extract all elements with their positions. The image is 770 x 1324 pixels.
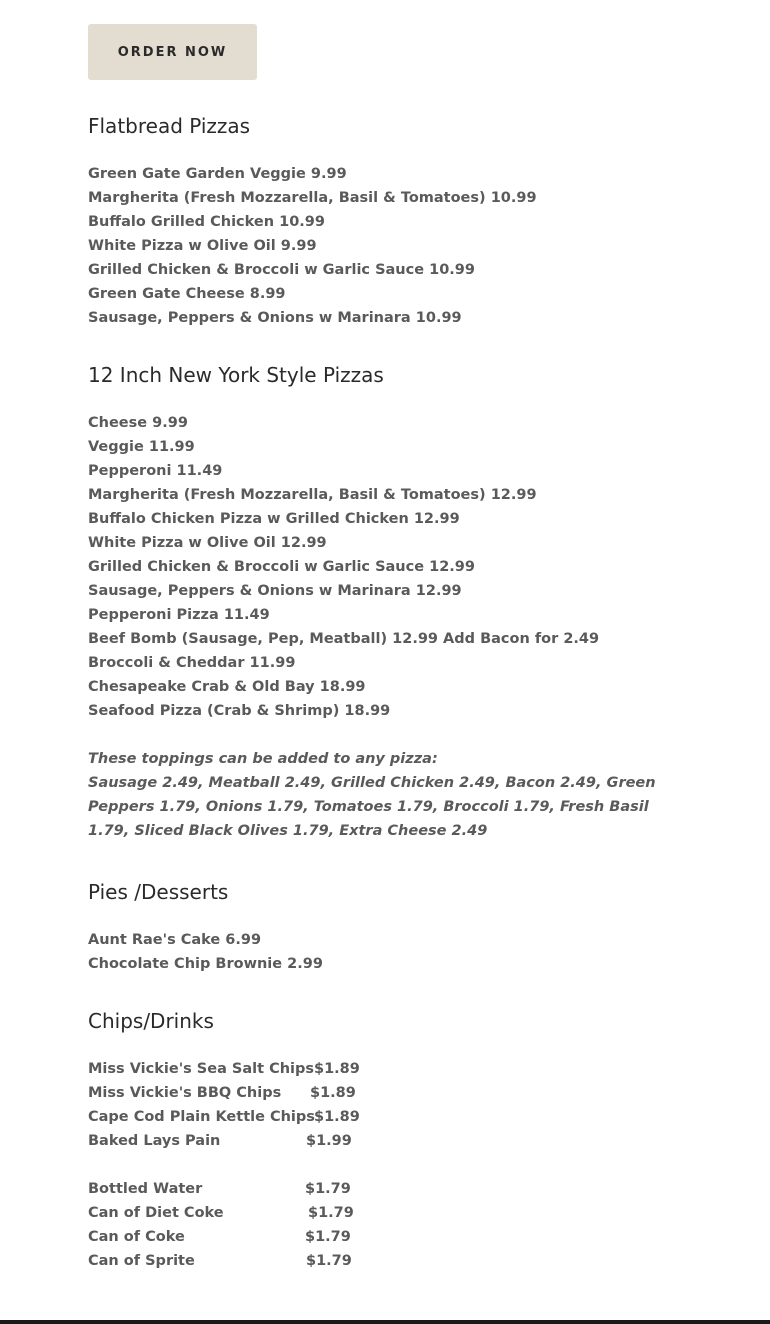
list-item: Pepperoni 11.49 <box>88 463 223 479</box>
item-name: Can of Coke <box>88 1229 185 1245</box>
list-item: Sausage, Peppers & Onions w Marinara 12.99 <box>88 583 462 599</box>
item-price: $1.99 <box>306 1133 352 1149</box>
chips-drinks-block <box>88 1057 688 1273</box>
list-item: Beef Bomb (Sausage, Pep, Meatball) 12.99 Add Bacon for 2.49 <box>88 631 600 647</box>
item-price: $1.79 <box>305 1181 351 1197</box>
item-name: Can of Sprite <box>88 1253 195 1269</box>
flatbread-list <box>88 162 688 330</box>
item-price: $1.89 <box>314 1061 360 1077</box>
list-item: Buffalo Grilled Chicken 10.99 <box>88 214 325 230</box>
list-item: Pepperoni Pizza 11.49 <box>88 607 270 623</box>
item-price: $1.89 <box>310 1085 356 1101</box>
list-item <box>88 1129 688 1153</box>
list-item: Cheese 9.99 <box>88 415 188 431</box>
ny-pizza-list <box>88 411 688 723</box>
item-price: $1.79 <box>306 1253 352 1269</box>
list-item: Veggie 11.99 <box>88 439 195 455</box>
ny-pizza-section-title: 12 Inch New York Style Pizzas <box>88 363 384 387</box>
item-name: Miss Vickie's BBQ Chips <box>88 1085 282 1101</box>
list-item: Green Gate Cheese 8.99 <box>88 286 286 302</box>
list-item: Chesapeake Crab & Old Bay 18.99 <box>88 679 366 695</box>
item-name: Baked Lays Pain <box>88 1133 221 1149</box>
item-name: Cape Cod Plain Kettle Chips <box>88 1109 315 1125</box>
list-item: Margherita (Fresh Mozzarella, Basil & Tomatoes) 12.99 <box>88 487 537 503</box>
list-item: Buffalo Chicken Pizza w Grilled Chicken 12.99 <box>88 511 460 527</box>
item-price: $1.89 <box>314 1109 360 1125</box>
list-item: Chocolate Chip Brownie 2.99 <box>88 956 323 972</box>
list-item: Broccoli & Cheddar 11.99 <box>88 655 296 671</box>
list-item <box>88 1057 688 1081</box>
list-item <box>88 1249 688 1273</box>
chips-drinks-section-title: Chips/Drinks <box>88 1009 214 1033</box>
list-item: Grilled Chicken & Broccoli w Garlic Sauce 10.99 <box>88 262 475 278</box>
list-item <box>88 1201 688 1225</box>
list-item: Green Gate Garden Veggie 9.99 <box>88 166 347 182</box>
list-item: White Pizza w Olive Oil 9.99 <box>88 238 317 254</box>
list-item <box>88 1225 688 1249</box>
list-item: Margherita (Fresh Mozzarella, Basil & Tomatoes) 10.99 <box>88 190 537 206</box>
drinks-list <box>88 1177 688 1273</box>
toppings-note <box>88 747 688 843</box>
desserts-section-title: Pies /Desserts <box>88 880 229 904</box>
flatbread-section-title: Flatbread Pizzas <box>88 114 251 138</box>
desserts-list <box>88 928 688 976</box>
list-item: Seafood Pizza (Crab & Shrimp) 18.99 <box>88 703 391 719</box>
footer-divider <box>0 1320 770 1324</box>
menu-content <box>88 24 688 1273</box>
item-price: $1.79 <box>308 1205 354 1221</box>
order-now-button[interactable]: ORDER NOW <box>88 24 257 80</box>
item-name: Bottled Water <box>88 1181 203 1197</box>
item-name: Can of Diet Coke <box>88 1205 224 1221</box>
toppings-list: Sausage 2.49, Meatball 2.49, Grilled Chicken 2.49, Bacon 2.49, Green Peppers 1.79, Onions 1.79, Tomatoes 1.79, Broccoli 1.79, Fresh Basil 1.79, Sliced Black Olives 1.79, Extra Cheese 2.49 <box>88 775 656 839</box>
list-item: Grilled Chicken & Broccoli w Garlic Sauce 12.99 <box>88 559 475 575</box>
list-item <box>88 1105 688 1129</box>
item-price: $1.79 <box>305 1229 351 1245</box>
toppings-intro: These toppings can be added to any pizza: <box>88 751 438 767</box>
list-item <box>88 1081 688 1105</box>
list-item: Aunt Rae's Cake 6.99 <box>88 932 262 948</box>
chips-list <box>88 1057 688 1153</box>
list-item: Sausage, Peppers & Onions w Marinara 10.99 <box>88 310 462 326</box>
item-name: Miss Vickie's Sea Salt Chips <box>88 1061 315 1077</box>
list-item <box>88 1177 688 1201</box>
list-item: White Pizza w Olive Oil 12.99 <box>88 535 327 551</box>
